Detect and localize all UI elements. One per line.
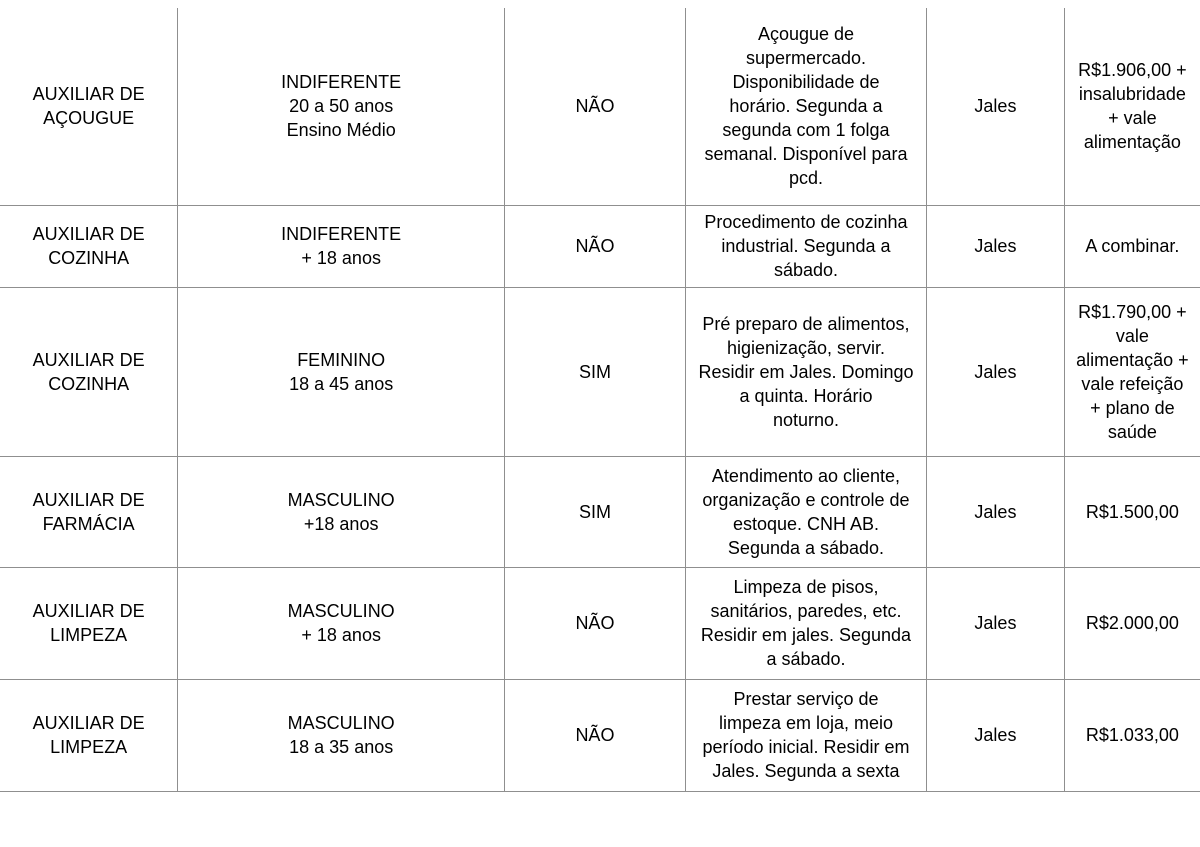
cell-salario: R$1.906,00 + insalubridade + vale alimentação bbox=[1064, 8, 1200, 205]
cell-local: Jales bbox=[927, 287, 1065, 456]
cell-descricao: Procedimento de cozinha industrial. Segunda a sábado. bbox=[685, 205, 926, 287]
cell-descricao: Prestar serviço de limpeza em loja, meio período inicial. Residir em Jales. Segunda a sexta bbox=[685, 679, 926, 791]
cell-perfil: MASCULINO 18 a 35 anos bbox=[178, 679, 505, 791]
cell-experiencia: NÃO bbox=[505, 567, 686, 679]
cell-salario: R$1.033,00 bbox=[1064, 679, 1200, 791]
cell-salario: R$2.000,00 bbox=[1064, 567, 1200, 679]
cell-local: Jales bbox=[927, 205, 1065, 287]
cell-perfil: MASCULINO + 18 anos bbox=[178, 567, 505, 679]
cell-perfil: INDIFERENTE 20 a 50 anos Ensino Médio bbox=[178, 8, 505, 205]
cell-descricao: Limpeza de pisos, sanitários, paredes, etc. Residir em jales. Segunda a sábado. bbox=[685, 567, 926, 679]
cell-perfil: INDIFERENTE + 18 anos bbox=[178, 205, 505, 287]
cell-cargo: AUXILIAR DE FARMÁCIA bbox=[0, 456, 178, 567]
cell-cargo: AUXILIAR DE LIMPEZA bbox=[0, 567, 178, 679]
cell-salario: R$1.500,00 bbox=[1064, 456, 1200, 567]
cell-perfil: MASCULINO +18 anos bbox=[178, 456, 505, 567]
cell-cargo: AUXILIAR DE AÇOUGUE bbox=[0, 8, 178, 205]
cell-local: Jales bbox=[927, 8, 1065, 205]
cell-experiencia: NÃO bbox=[505, 205, 686, 287]
cell-local: Jales bbox=[927, 456, 1065, 567]
cell-cargo: AUXILIAR DE COZINHA bbox=[0, 287, 178, 456]
cell-descricao: Pré preparo de alimentos, higienização, servir. Residir em Jales. Domingo a quinta. Horário noturno. bbox=[685, 287, 926, 456]
table-row bbox=[0, 205, 1200, 287]
cell-salario: R$1.790,00 + vale alimentação + vale refeição + plano de saúde bbox=[1064, 287, 1200, 456]
cell-cargo: AUXILIAR DE COZINHA bbox=[0, 205, 178, 287]
cell-descricao: Açougue de supermercado. Disponibilidade de horário. Segunda a segunda com 1 folga semanal. Disponível para pcd. bbox=[685, 8, 926, 205]
cell-cargo: AUXILIAR DE LIMPEZA bbox=[0, 679, 178, 791]
table-row bbox=[0, 567, 1200, 679]
cell-descricao: Atendimento ao cliente, organização e controle de estoque. CNH AB. Segunda a sábado. bbox=[685, 456, 926, 567]
cell-experiencia: SIM bbox=[505, 287, 686, 456]
cell-local: Jales bbox=[927, 679, 1065, 791]
cell-experiencia: NÃO bbox=[505, 8, 686, 205]
table-row bbox=[0, 287, 1200, 456]
table-row bbox=[0, 679, 1200, 791]
job-listings-table bbox=[0, 8, 1200, 792]
cell-salario: A combinar. bbox=[1064, 205, 1200, 287]
cell-experiencia: NÃO bbox=[505, 679, 686, 791]
table-row bbox=[0, 8, 1200, 205]
table-row bbox=[0, 456, 1200, 567]
cell-experiencia: SIM bbox=[505, 456, 686, 567]
cell-perfil: FEMININO 18 a 45 anos bbox=[178, 287, 505, 456]
cell-local: Jales bbox=[927, 567, 1065, 679]
